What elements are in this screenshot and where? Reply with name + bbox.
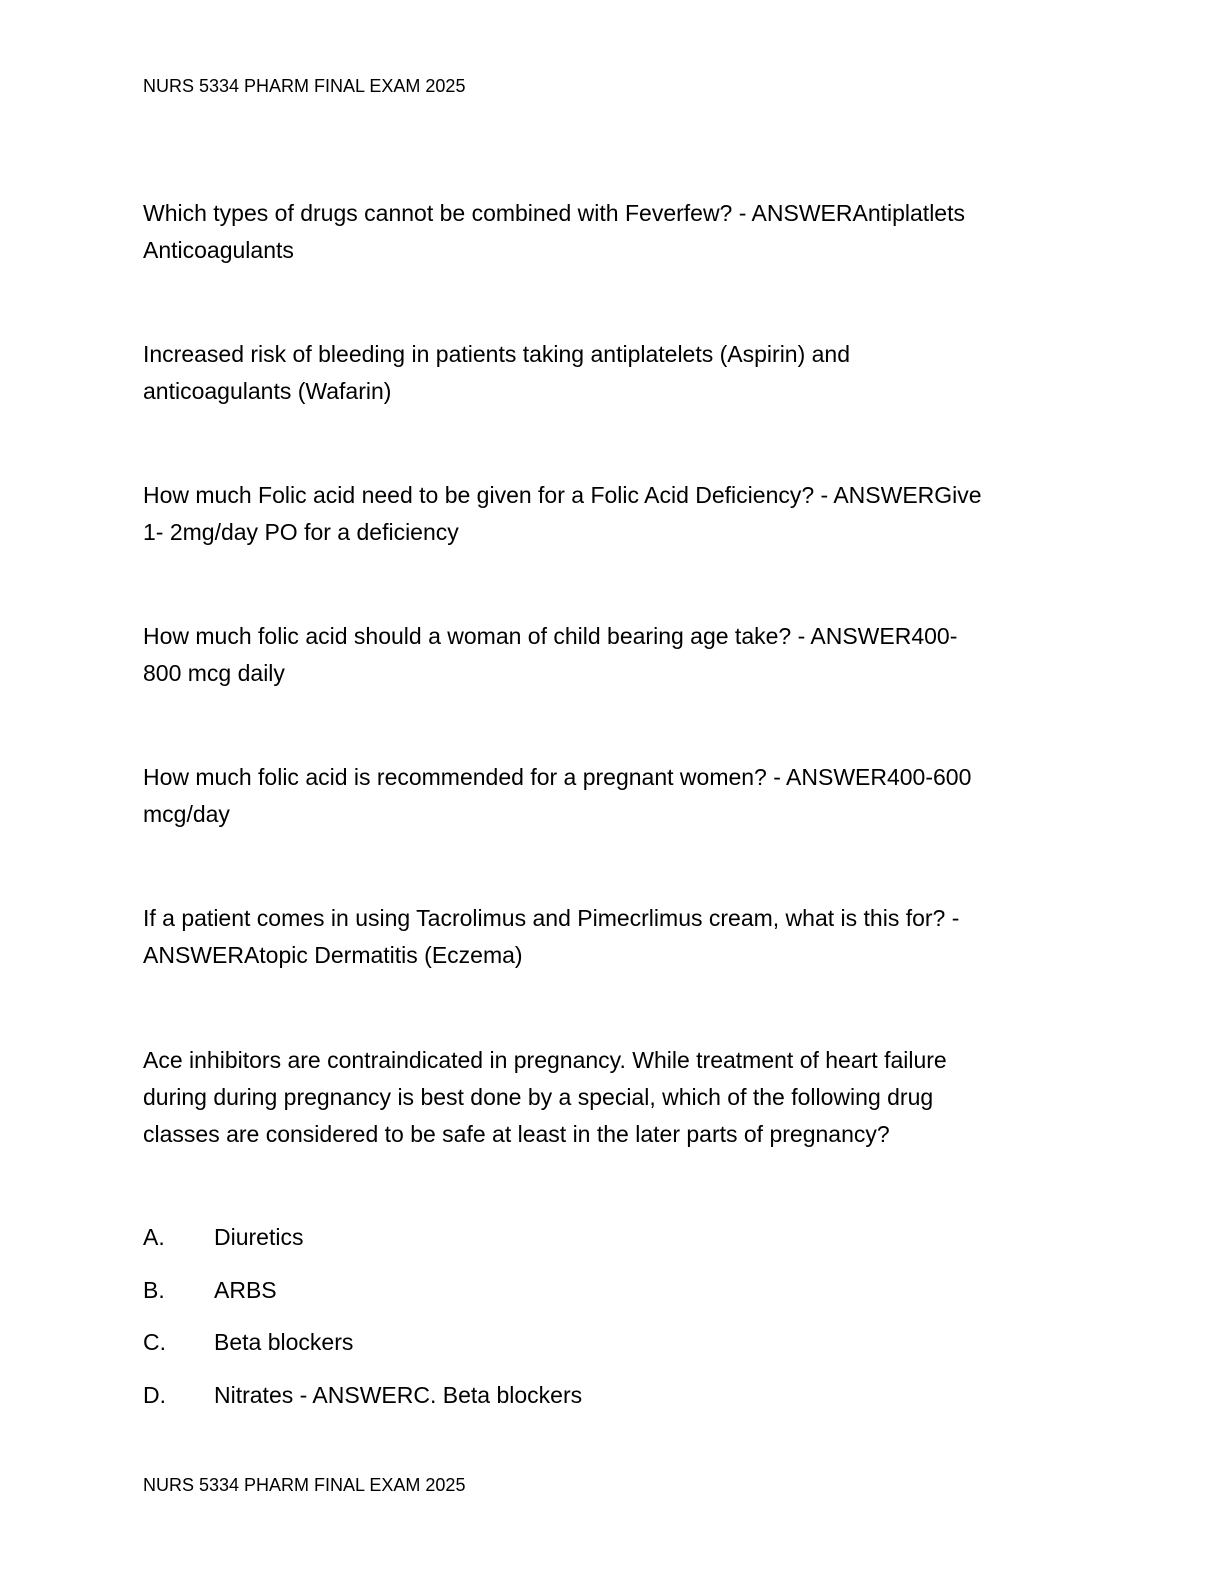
option-b bbox=[143, 1275, 277, 1305]
question-ace-inhibitors bbox=[143, 1042, 1058, 1153]
option-letter: A. bbox=[143, 1224, 165, 1250]
paragraph-line: Which types of drugs cannot be combined with Feverfew? - ANSWERAntiplatlets bbox=[143, 200, 965, 226]
paragraph-line: anticoagulants (Wafarin) bbox=[143, 378, 392, 404]
paragraph-line: classes are considered to be safe at least in the later parts of pregnancy? bbox=[143, 1121, 890, 1147]
paragraph-line: mcg/day bbox=[143, 801, 230, 827]
option-letter: C. bbox=[143, 1329, 166, 1355]
page-footer: NURS 5334 PHARM FINAL EXAM 2025 bbox=[143, 1475, 466, 1495]
option-letter: D. bbox=[143, 1382, 166, 1408]
paragraph-line: Increased risk of bleeding in patients taking antiplatelets (Aspirin) and bbox=[143, 341, 851, 367]
option-text: Nitrates - ANSWERC. Beta blockers bbox=[214, 1382, 583, 1408]
option-text: Diuretics bbox=[214, 1224, 304, 1250]
option-letter: B. bbox=[143, 1277, 165, 1303]
paragraph-line: How much folic acid is recommended for a pregnant women? - ANSWER400-600 bbox=[143, 764, 972, 790]
paragraph-line: How much Folic acid need to be given for a Folic Acid Deficiency? - ANSWERGive bbox=[143, 482, 982, 508]
paragraph-line: If a patient comes in using Tacrolimus and Pimecrlimus cream, what is this for? - bbox=[143, 905, 960, 931]
qa-feverfew bbox=[143, 195, 1058, 269]
paragraph-line: during during pregnancy is best done by a special, which of the following drug bbox=[143, 1084, 934, 1110]
page-header: NURS 5334 PHARM FINAL EXAM 2025 bbox=[143, 76, 466, 96]
paragraph-line: Anticoagulants bbox=[143, 237, 294, 263]
paragraph-line: ANSWERAtopic Dermatitis (Eczema) bbox=[143, 942, 523, 968]
option-a bbox=[143, 1222, 303, 1252]
qa-folic-childbearing bbox=[143, 618, 1058, 692]
paragraph-line: How much folic acid should a woman of child bearing age take? - ANSWER400- bbox=[143, 623, 958, 649]
paragraph-line: 800 mcg daily bbox=[143, 660, 285, 686]
qa-folic-deficiency bbox=[143, 477, 1058, 551]
option-d bbox=[143, 1380, 582, 1410]
option-text: Beta blockers bbox=[214, 1329, 354, 1355]
option-text: ARBS bbox=[214, 1277, 277, 1303]
option-c bbox=[143, 1327, 353, 1357]
qa-tacrolimus bbox=[143, 900, 1058, 974]
qa-folic-pregnant bbox=[143, 759, 1058, 833]
paragraph-line: Ace inhibitors are contraindicated in pregnancy. While treatment of heart failure bbox=[143, 1047, 947, 1073]
paragraph-line: 1- 2mg/day PO for a deficiency bbox=[143, 519, 459, 545]
note-bleeding-risk bbox=[143, 336, 1058, 410]
